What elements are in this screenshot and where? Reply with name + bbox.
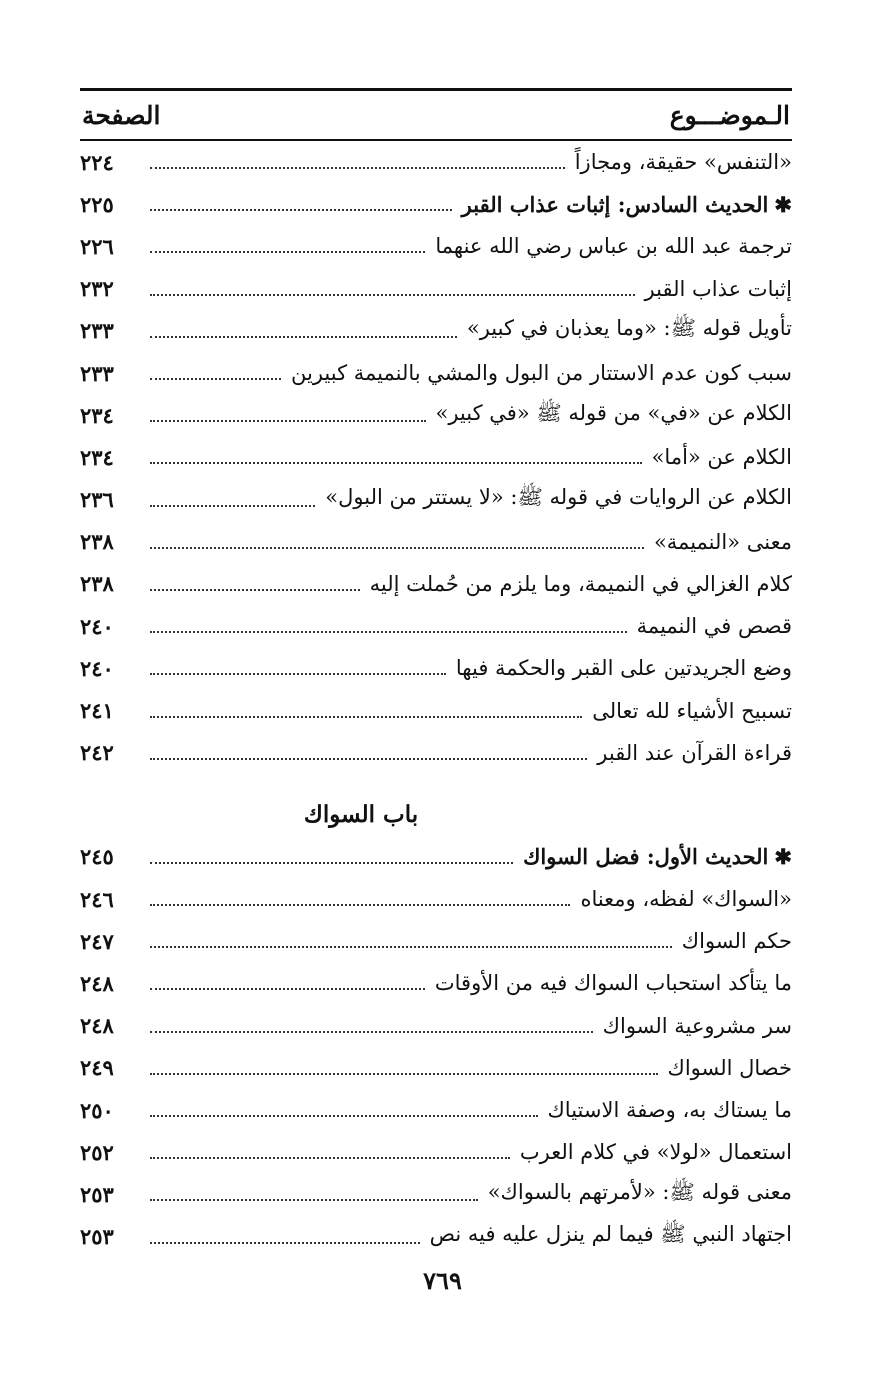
- toc-entry-page: ٢٤٢: [80, 740, 114, 766]
- toc-entry-title: [664, 1056, 792, 1080]
- toc-entry-page: ٢٣٨: [80, 529, 114, 555]
- toc-entry-page: ٢٣٤: [80, 444, 114, 470]
- dot-leader: [150, 1031, 593, 1033]
- toc-entry-text: قراءة القرآن عند القبر: [597, 740, 792, 765]
- dot-leader: [150, 167, 565, 169]
- dot-leader: [150, 716, 582, 718]
- toc-entry-text: الحديث الأول: فضل السواك: [523, 844, 769, 870]
- toc-entry: [80, 225, 792, 267]
- toc-entry-title: [544, 1098, 793, 1122]
- dot-leader: [150, 336, 457, 338]
- page-number: ٧٦٩: [423, 1266, 462, 1295]
- toc-entry-text: حكم السواك: [681, 929, 792, 954]
- dot-leader: [150, 1073, 658, 1075]
- toc-entry: [80, 352, 792, 394]
- toc-entry-text: اجتهاد النبي ﷺ فيما لم ينزل عليه فيه نص: [429, 1222, 792, 1247]
- toc-entry: [80, 479, 792, 521]
- toc-entry-text: «السواك» لفظه، ومعناه: [580, 887, 792, 912]
- toc-entry: [80, 183, 792, 225]
- toc-entry-page: ٢٤٩: [80, 1055, 114, 1081]
- toc-entry-text: تأويل قوله ﷺ: «وما يعذبان في كبير»: [466, 316, 792, 341]
- dot-leader: [150, 758, 587, 760]
- dot-leader: [150, 904, 570, 906]
- toc-entry: [80, 310, 792, 352]
- toc-entry-title: [287, 361, 792, 385]
- toc-entry-title: [432, 400, 793, 431]
- toc-entry-title: [648, 445, 792, 469]
- toc-entry: [80, 436, 792, 478]
- dot-leader: [150, 251, 425, 253]
- toc-entry-text: «التنفس» حقيقة، ومجازاً: [574, 150, 792, 175]
- toc-entry-text: وضع الجريدتين على القبر والحكمة فيها: [455, 656, 792, 681]
- toc-entry: [80, 1173, 792, 1215]
- toc-entry-page: ٢٤٠: [80, 613, 114, 639]
- toc-entry-text: الحديث السادس: إثبات عذاب القبر: [461, 191, 769, 217]
- toc-entry-page: ٢٢٤: [80, 149, 114, 175]
- toc-entry-title: [484, 1179, 792, 1210]
- toc-entry-text: كلام الغزالي في النميمة، وما يلزم من حُملت إليه: [369, 571, 792, 596]
- toc-entry: [80, 878, 792, 920]
- dot-leader: [150, 631, 627, 633]
- subject-column-label: الـموضـــوع: [669, 100, 790, 130]
- toc-page: [80, 88, 792, 1258]
- toc-entry: [80, 836, 792, 878]
- toc-entry-title: [599, 1014, 792, 1038]
- toc-entry-page: ٢٥٠: [80, 1097, 114, 1123]
- toc-entry-text: إثبات عذاب القبر: [644, 276, 792, 301]
- toc-entry-title: [463, 315, 792, 346]
- toc-entry-page: ٢٢٦: [80, 233, 114, 259]
- toc-entry: [80, 689, 792, 731]
- toc-entry-text: الكلام عن «في» من قوله ﷺ «في كبير»: [435, 400, 792, 425]
- toc-entry-title: [366, 572, 792, 596]
- toc-entry-text: تسبيح الأشياء لله تعالى: [592, 698, 792, 723]
- toc-entry-page: ٢٤٧: [80, 928, 114, 954]
- toc-entry-title: [321, 484, 792, 515]
- toc-entry-page: ٢٥٢: [80, 1139, 114, 1165]
- page-column-label: الصفحة: [82, 100, 161, 130]
- toc-entry-title: [576, 887, 792, 911]
- toc-entry-page: ٢٤٥: [80, 844, 114, 870]
- dot-leader: [150, 1157, 510, 1159]
- toc-entry-title: [519, 844, 792, 869]
- dot-leader: [150, 862, 513, 864]
- toc-entry-page: ٢٤٠: [80, 655, 114, 681]
- toc-entry-text: استعمال «لولا» في كلام العرب: [519, 1140, 792, 1165]
- dot-leader: [150, 1115, 538, 1117]
- toc-entry: [80, 1216, 792, 1258]
- toc-entry-text: ما يتأكد استحباب السواك فيه من الأوقات: [434, 971, 792, 996]
- toc-entry: [80, 920, 792, 962]
- toc-entry-page: ٢٥٣: [80, 1224, 114, 1250]
- dot-leader: [150, 294, 635, 296]
- toc-header: [80, 91, 792, 139]
- toc-entry-page: ٢٤٨: [80, 1013, 114, 1039]
- toc-entry-page: ٢٣٣: [80, 360, 114, 386]
- toc-entry-text: ترجمة عبد الله بن عباس رضي الله عنهما: [435, 234, 792, 259]
- toc-entry-page: ٢٣٢: [80, 276, 114, 302]
- dot-leader: [150, 673, 446, 675]
- toc-entry: [80, 1047, 792, 1089]
- toc-entry-page: ٢٤٨: [80, 970, 114, 996]
- toc-entry: [80, 962, 792, 1004]
- toc-entry-title: [426, 1221, 792, 1252]
- toc-entry-page: ٢٤٦: [80, 886, 114, 912]
- dot-leader: [150, 462, 642, 464]
- toc-entry-text: سبب كون عدم الاستتار من البول والمشي بالنميمة كبيرين: [290, 361, 792, 386]
- toc-entry-title: [678, 929, 792, 953]
- asterisk-icon: ✱: [774, 844, 792, 870]
- dot-leader: [150, 505, 315, 507]
- toc-entry-title: [650, 530, 792, 554]
- toc-entry-text: سر مشروعية السواك: [602, 1013, 792, 1038]
- dot-leader: [150, 420, 426, 422]
- toc-entry: [80, 141, 792, 183]
- dot-leader: [150, 988, 425, 990]
- toc-entry: [80, 605, 792, 647]
- dot-leader: [150, 1199, 478, 1201]
- toc-entry-text: الكلام عن الروايات في قوله ﷺ: «لا يستتر من البول»: [325, 485, 792, 510]
- toc-entry-title: [458, 192, 792, 217]
- toc-entry-page: ٢٥٣: [80, 1181, 114, 1207]
- toc-entry-title: [431, 971, 792, 995]
- toc-entry-text: الكلام عن «أما»: [651, 445, 792, 470]
- dot-leader: [150, 378, 281, 380]
- toc-entry-title: [571, 150, 792, 174]
- toc-entry-page: ٢٣٣: [80, 318, 114, 344]
- toc-entry-text: معنى «النميمة»: [653, 529, 792, 554]
- dot-leader: [150, 1242, 420, 1244]
- section-title: باب السواك: [303, 800, 419, 828]
- toc-entry: [80, 732, 792, 774]
- toc-entry-title: [633, 614, 792, 638]
- toc-entry: [80, 521, 792, 563]
- toc-entry-page: ٢٢٥: [80, 191, 114, 217]
- toc-entry-page: ٢٤١: [80, 698, 114, 724]
- toc-entry-title: [431, 234, 792, 258]
- toc-entry-page: ٢٣٦: [80, 487, 114, 513]
- toc-list-a: [80, 141, 792, 774]
- dot-leader: [150, 946, 672, 948]
- toc-entry-title: [516, 1140, 792, 1164]
- toc-entry-text: ما يستاك به، وصفة الاستياك: [547, 1098, 792, 1123]
- toc-entry: [80, 563, 792, 605]
- dot-leader: [150, 547, 644, 549]
- toc-entry-title: [593, 741, 792, 765]
- toc-entry-page: ٢٣٤: [80, 402, 114, 428]
- toc-entry: [80, 1131, 792, 1173]
- toc-entry-title: [641, 277, 792, 301]
- toc-entry: [80, 268, 792, 310]
- asterisk-icon: ✱: [774, 191, 792, 217]
- toc-entry: [80, 394, 792, 436]
- toc-list-b: [80, 836, 792, 1258]
- toc-entry-text: قصص في النميمة: [636, 614, 792, 639]
- toc-entry-page: ٢٣٨: [80, 571, 114, 597]
- toc-entry-text: خصال السواك: [667, 1055, 792, 1080]
- toc-entry: [80, 647, 792, 689]
- dot-leader: [150, 209, 452, 211]
- toc-entry: [80, 1005, 792, 1047]
- toc-entry-title: [588, 699, 792, 723]
- toc-entry-text: معنى قوله ﷺ: «لأمرتهم بالسواك»: [487, 1179, 792, 1204]
- dot-leader: [150, 589, 360, 591]
- toc-entry-title: [452, 656, 792, 680]
- toc-entry: [80, 1089, 792, 1131]
